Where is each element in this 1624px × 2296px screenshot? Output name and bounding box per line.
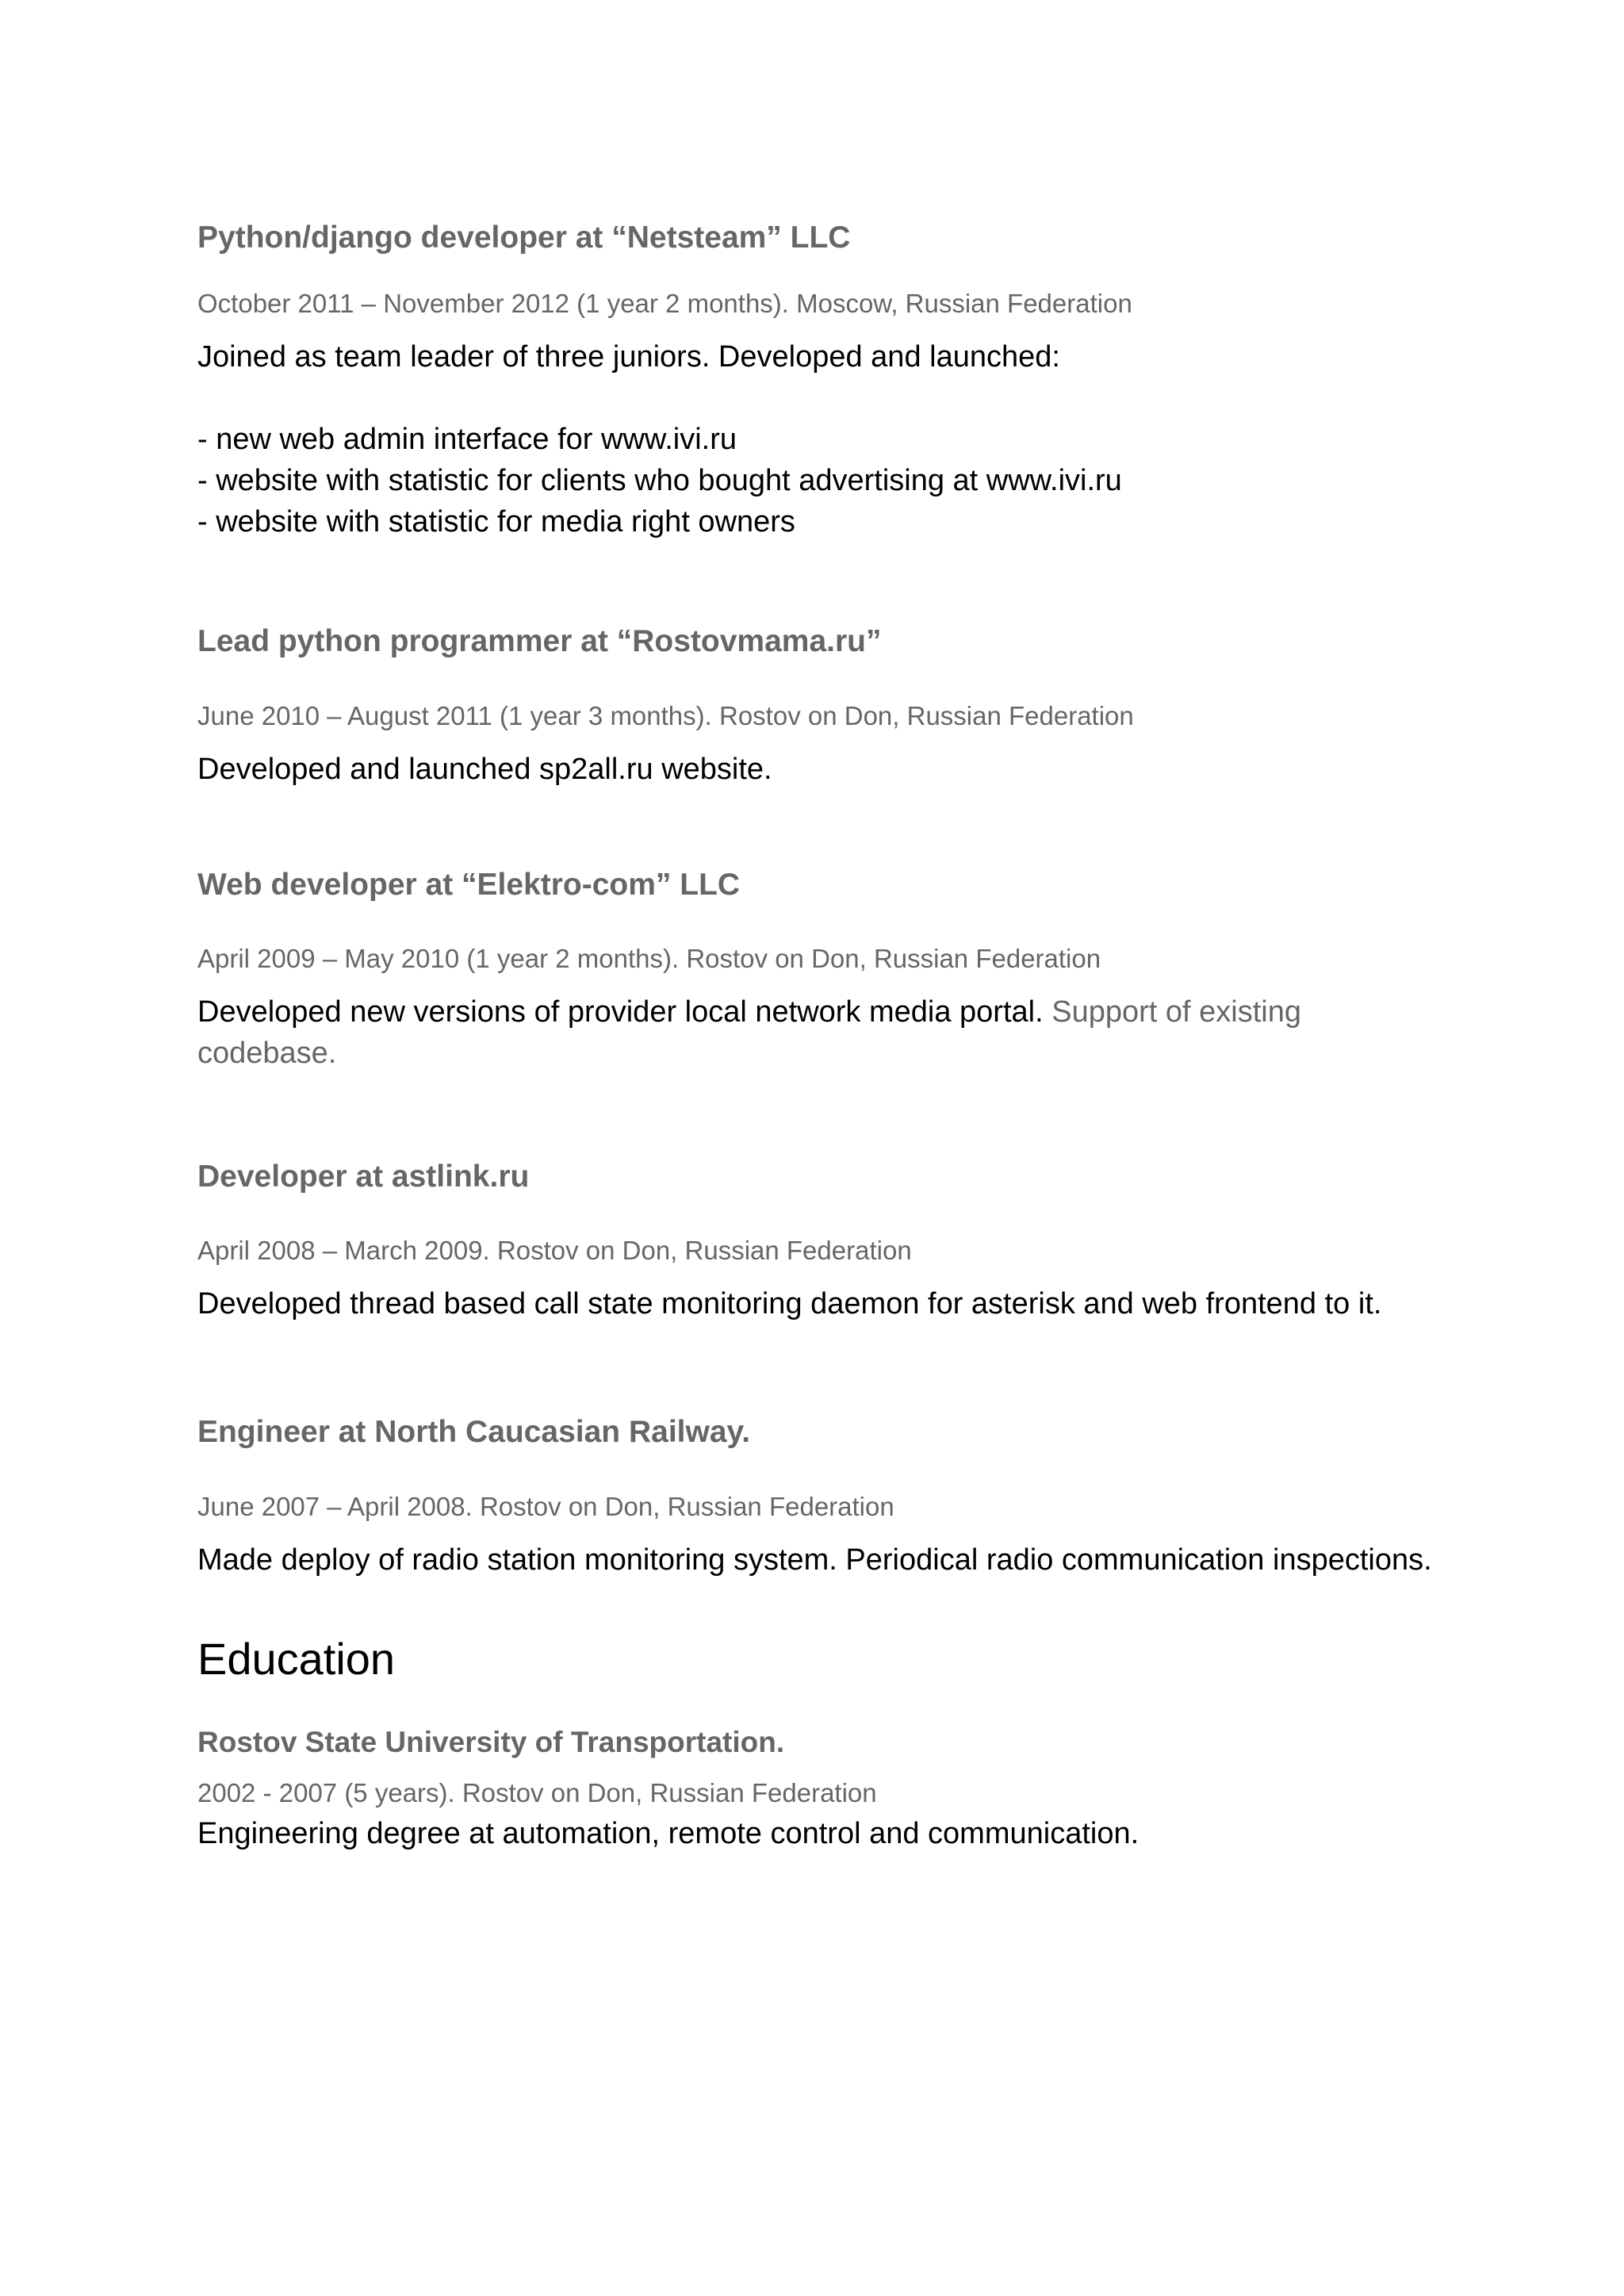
job-description-extra: Support of existing (1051, 995, 1301, 1029)
job-title: Lead python programmer at “Rostovmama.ru” (197, 624, 882, 658)
job-description-rostovmama (197, 749, 1466, 790)
job-title: Python/django developer at “Netsteam” LLC (197, 220, 851, 255)
job-period: April 2009 – May 2010 (1 year 2 months). Rostov on Don, Russian Federation (197, 944, 1101, 973)
section-heading-education: Education (197, 1634, 396, 1684)
job-description: Developed and launched sp2all.ru website. (197, 753, 772, 786)
job-entry-rostovmama (197, 623, 1466, 661)
job-description: Made deploy of radio station monitoring system. Periodical radio communication inspections. (197, 1543, 1432, 1577)
job-description: Developed new versions of provider local network media portal. (197, 995, 1044, 1029)
job-period-railway-wrap (197, 1490, 1466, 1524)
job-description-railway (197, 1539, 1466, 1581)
job-title: Developer at astlink.ru (197, 1159, 530, 1194)
job-entry-elektrocom (197, 866, 1466, 904)
job-entry-astlink (197, 1158, 1466, 1196)
job-title: Engineer at North Caucasian Railway. (197, 1415, 751, 1449)
job-title: Web developer at “Elektro-com” LLC (197, 868, 741, 902)
job-period: October 2011 – November 2012 (1 year 2 months). Moscow, Russian Federation (197, 289, 1132, 318)
job-description: Developed thread based call state monitoring daemon for asterisk and web frontend to it. (197, 1287, 1382, 1320)
education-degree: Engineering degree at automation, remote control and communication. (197, 1817, 1139, 1850)
job-period-astlink-wrap (197, 1234, 1466, 1267)
job-description-intro: Joined as team leader of three juniors. Developed and launched: (197, 340, 1060, 374)
job-description-astlink (197, 1283, 1466, 1324)
job-bullet: - website with statistic for media right owners (197, 505, 795, 539)
job-period: June 2007 – April 2008. Rostov on Don, Russian Federation (197, 1492, 894, 1521)
job-bullet: - new web admin interface for www.ivi.ru (197, 423, 737, 456)
job-bullet: - website with statistic for clients who bought advertising at www.ivi.ru (197, 464, 1122, 497)
education-entry (197, 1724, 1466, 1761)
job-entry-railway (197, 1413, 1466, 1451)
job-period: June 2010 – August 2011 (1 year 3 months). Rostov on Don, Russian Federation (197, 701, 1134, 730)
education-section (197, 1633, 1466, 1685)
education-period: 2002 - 2007 (5 years). Rostov on Don, Russian Federation (197, 1778, 877, 1807)
job-period-elektrocom-wrap (197, 942, 1466, 976)
job-period-rostovmama-wrap (197, 700, 1466, 733)
job-description-continuation: codebase. (197, 1037, 337, 1070)
school-name: Rostov State University of Transportation. (197, 1726, 785, 1758)
job-period: April 2008 – March 2009. Rostov on Don, Russian Federation (197, 1236, 912, 1265)
job-period-netsteam-wrap (197, 287, 1466, 320)
job-description-netsteam (197, 336, 1466, 542)
blank-line (197, 378, 1466, 419)
job-description-elektrocom (197, 991, 1466, 1074)
job-entry-netsteam (197, 219, 1466, 257)
education-period-wrap (197, 1777, 1466, 1810)
education-degree-wrap (197, 1813, 1466, 1854)
